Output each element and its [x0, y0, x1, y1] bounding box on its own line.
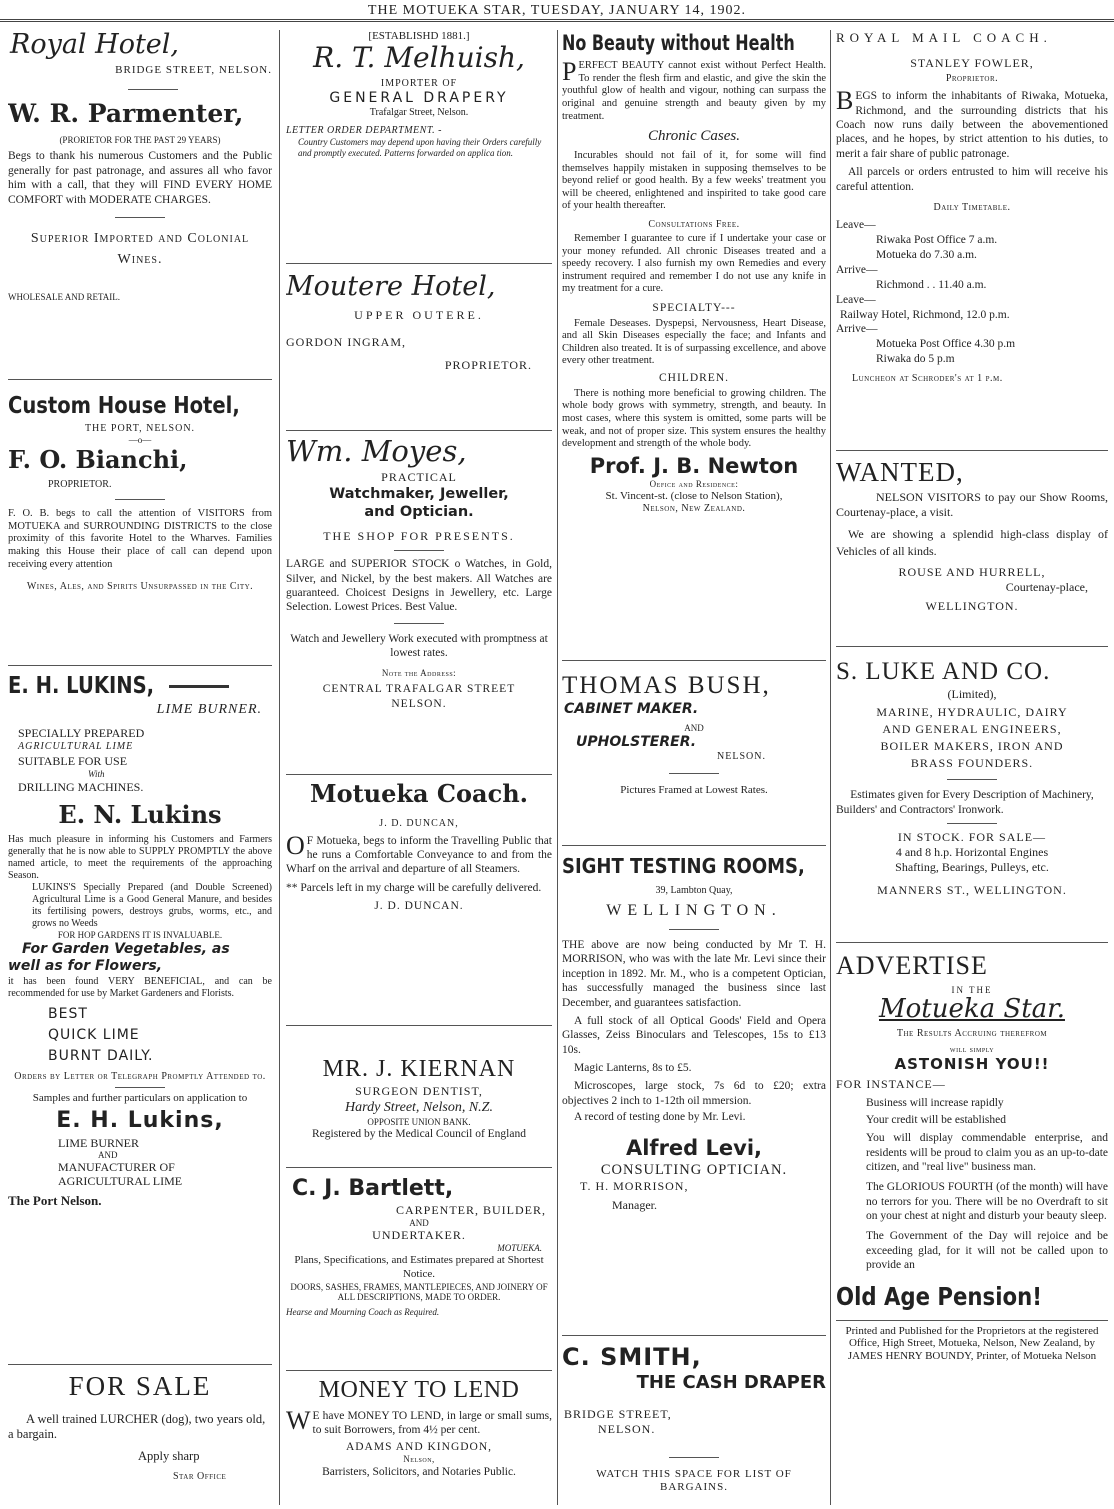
- parmenter-name: W. R. Parmenter,: [8, 98, 244, 128]
- mail-t5: Motueka Post Office 4.30 p.m: [876, 338, 1016, 351]
- melhuish-importer: IMPORTER OF: [380, 77, 458, 89]
- mail-proprietor: Proprietor.: [945, 73, 999, 85]
- levi-mgr: Manager.: [612, 1197, 657, 1212]
- c-smith-ad: [562, 1342, 826, 1502]
- money-place: Nelson,: [403, 1454, 435, 1465]
- mail-name: STANLEY FOWLER,: [910, 56, 1034, 71]
- adv-title: ADVERTISE: [836, 951, 988, 980]
- lukins-best1: BEST: [48, 1005, 88, 1022]
- smith-sub: THE CASH DRAPER: [636, 1372, 826, 1393]
- adv-printed: Printed and Published for the Proprietors at the registered Office, High Street, Motueka, Nelson, New Zealand, by JAMES HENRY BOUNDY, Printer, of Motueka Nelson: [845, 1324, 1099, 1363]
- lukins-line1: SPECIALLY PREPARED: [18, 726, 145, 741]
- lukins-line3: SUITABLE FOR USE: [18, 753, 128, 768]
- newton-city: Nelson, New Zealand.: [642, 503, 746, 515]
- wanted-firm: ROUSE AND HURRELL,: [898, 565, 1046, 580]
- newton-children: CHILDREN.: [658, 372, 729, 385]
- wanted-ad: [836, 456, 1108, 646]
- kiernan-title: MR. J. KIERNAN: [322, 1056, 516, 1082]
- custom-house-place: THE PORT, NELSON.: [84, 422, 196, 434]
- for-sale-office: Star Office: [173, 1470, 227, 1482]
- custom-house-title: Custom House Hotel,: [8, 393, 240, 419]
- adv-will: will simply: [949, 1043, 995, 1054]
- moutere-proprietor: PROPRIETOR.: [444, 357, 532, 372]
- royal-hotel-title: Royal Hotel,: [10, 30, 180, 60]
- mail-title: ROYAL MAIL COACH.: [836, 30, 1052, 45]
- arrow-decoration: [169, 685, 229, 696]
- thomas-bush-ad: [562, 670, 826, 840]
- mail-timetable: Daily Timetable.: [933, 201, 1011, 213]
- column-rule: [557, 30, 558, 1505]
- sight-p5: A record of testing done by Mr. Levi.: [574, 1111, 746, 1124]
- bartlett-hearse: Hearse and Mourning Coach as Required.: [286, 1307, 440, 1318]
- bush-and: AND: [684, 722, 704, 733]
- adv-i2: Your credit will be established: [866, 1113, 1007, 1126]
- levi-trade: CONSULTING OPTICIAN.: [600, 1161, 788, 1178]
- moyes-shop: THE SHOP FOR PRESENTS.: [323, 529, 515, 544]
- royal-hotel-ad: [8, 30, 272, 375]
- newton-street: St. Vincent-st. (close to Nelson Station),: [605, 489, 783, 502]
- mail-parcels: All parcels or orders entrusted to him will receive his careful attention.: [836, 166, 1108, 193]
- for-sale-body: A well trained LURCHER (dog), two years old, a bargain.: [8, 1411, 266, 1442]
- luke-builders: Builders' and Contractors' Ironwork.: [836, 803, 1004, 816]
- luke-title: S. LUKE AND CO.: [836, 658, 1051, 685]
- luke-and-co-ad: [836, 656, 1108, 941]
- lukins-title: E. H. LUKINS,: [8, 673, 155, 699]
- lukins-footer1: LIME BURNER: [58, 1135, 139, 1150]
- royal-hotel-wines: Superior Imported and Colonial Wines.: [30, 230, 250, 267]
- moyes-work: Watch and Jewellery Work executed with promptness at lowest rates.: [290, 632, 548, 660]
- luke-engines: 4 and 8 h.p. Horizontal Engines: [895, 845, 1049, 860]
- adv-i3: You will display commendable enterprise, and residents will be proud to claim you as an up-to-date citizen, and "real live" business man.: [866, 1132, 1108, 1173]
- newton-specialty: SPECIALTY---: [652, 301, 736, 314]
- luke-l2: AND GENERAL ENGINEERS,: [882, 722, 1062, 737]
- moyes-address1: CENTRAL TRAFALGAR STREET: [322, 683, 516, 696]
- luke-street: MANNERS ST., WELLINGTON.: [877, 883, 1067, 898]
- coach-title: Motueka Coach.: [310, 780, 528, 808]
- mail-arrive2: Arrive—: [836, 323, 878, 336]
- moyes-practical: PRACTICAL: [381, 469, 457, 484]
- bartlett-body2: DOORS, SASHES, FRAMES, MANTLEPIECES, AND JOINERY OF ALL DESCRIPTIONS, MADE TO ORDER.: [290, 1281, 548, 1303]
- for-sale-title: FOR SALE: [68, 1371, 212, 1401]
- adv-inthe: IN THE: [951, 984, 993, 995]
- sight-testing-ad: [562, 854, 826, 1334]
- mail-arrive: Arrive—: [836, 263, 878, 276]
- money-trades: Barristers, Solicitors, and Notaries Public.: [322, 1465, 516, 1478]
- moutere-name: GORDON INGRAM,: [286, 334, 407, 349]
- bartlett-body: Plans, Specifications, and Estimates prepared at Shortest Notice.: [294, 1254, 544, 1280]
- moyes-trade2: and Optician.: [364, 504, 474, 521]
- moutere-sub: UPPER OUTERE.: [354, 307, 484, 322]
- adv-i1: Business will increase rapidly: [866, 1097, 1004, 1110]
- newton-specialty-body: Female Deseases. Dyspepsi, Nervousness, Heart Disease, and all Skin Diseases especially the face; and Infants and Children also treated. It is of surpassing excellence, and above every other treatment.: [562, 317, 826, 367]
- kiernan-opp: OPPOSITE UNION BANK.: [367, 1116, 471, 1127]
- newton-consult-body: Remember I guarantee to cure if I undertake your case or your money refunded. All chronic Diseases treated and a speedy recovery. I also furnish my own Remedies and every instrument required and remember I do not use any knife in my treatment for a cure.: [562, 232, 826, 295]
- luke-shafting: Shafting, Bearings, Pulleys, etc.: [895, 860, 1049, 875]
- sight-city: WELLINGTON.: [606, 902, 782, 919]
- coach-sign: J. D. DUNCAN.: [374, 900, 464, 913]
- lukins-body3: it has been found VERY BENEFICIAL, and can be recommended for use by Market Gardeners and Florists.: [8, 975, 272, 999]
- column-4: [836, 30, 1108, 1505]
- melhuish-street: Trafalgar Street, Nelson.: [369, 107, 469, 119]
- wanted-title: WANTED,: [836, 457, 964, 487]
- lukins-best2: QUICK LIME: [48, 1026, 140, 1043]
- bartlett-place: MOTUEKA.: [497, 1243, 542, 1254]
- melhuish-title: R. T. Melhuish,: [313, 41, 525, 75]
- lukins-garden1: For Garden Vegetables, as: [22, 940, 230, 957]
- sight-p3: Magic Lanterns, 8s to £5.: [574, 1062, 692, 1074]
- kiernan-reg: Registered by the Medical Council of England: [312, 1128, 526, 1141]
- royal-hotel-body: Begs to thank his numerous Customers and the Public generally for past patronage, and assures all who favor him with a call, that they will FIND EVERY HOME COMFORT with MODERATE CHARGES.: [8, 150, 272, 206]
- lukins-body: Has much pleasure in informing his Customers and Farmers generally that he is now able to SUPPLY PROMPTLY the above named article, to meet the requirements of the approaching Season.: [8, 834, 272, 882]
- moyes-body: LARGE and SUPERIOR STOCK o Watches, in Gold, Silver, and Nickel, by the best makers. All Watches are guaranteed. Choicest Designs in Jewellery, etc. Large Selection. Lowest Prices. Best Value.: [286, 558, 552, 614]
- motueka-coach-ad: [286, 780, 552, 1020]
- separator: —o—: [128, 434, 152, 445]
- bush-place: NELSON.: [717, 751, 766, 763]
- lukins-best3: BURNT DAILY.: [48, 1047, 154, 1064]
- coach-name: J. D. DUNCAN,: [379, 817, 459, 829]
- lukins-port: The Port Nelson.: [8, 1192, 102, 1208]
- bianchi-proprietor: PROPRIETOR.: [48, 479, 112, 491]
- kiernan-ad: [286, 1054, 552, 1174]
- lukins-line4: With: [88, 768, 105, 779]
- melhuish-letter-body: Country Customers may depend upon having their Orders carefully and promptly executed. Patterns forwarded on applica tion.: [298, 137, 542, 159]
- newton-ad: [562, 30, 826, 655]
- mail-t6: Riwaka do 5 p.m: [876, 353, 955, 366]
- moyes-ad: [286, 436, 552, 772]
- masthead: THE MOTUEKA STAR, TUESDAY, JANUARY 14, 1902.: [0, 0, 1114, 22]
- lukins-body2: LUKINS'S Specially Prepared (and Double Screened) Agricultural Lime is a Good General Manure, and besides its fertilising powers, destroys grubs, worms, etc., and grows no Weeds: [32, 882, 272, 930]
- mail-leave: Leave—: [836, 218, 876, 231]
- moutere-hotel-ad: [286, 268, 552, 428]
- melhuish-est: [ESTABLISHD 1881.]: [368, 30, 470, 42]
- smith-street: BRIDGE STREET,: [564, 1406, 672, 1421]
- lukins-ad: [8, 672, 272, 1362]
- mail-lunch: Luncheon at Schroder's at 1 p.m.: [852, 373, 1003, 385]
- royal-mail-coach-ad: [836, 30, 1108, 445]
- mail-t2: Motueka do 7.30 a.m.: [876, 248, 977, 261]
- custom-house-hotel-ad: [8, 392, 272, 660]
- melhuish-ad: [286, 30, 552, 230]
- moyes-title: Wm. Moyes,: [286, 436, 467, 468]
- sight-p2: A full stock of all Optical Goods' Field and Opera Glasses, Zeiss Binoculars and Telescopes, 15s to £13 10s.: [562, 1014, 826, 1056]
- smith-city: NELSON.: [598, 1421, 656, 1436]
- newton-office: Oefice and Residence:: [649, 479, 739, 490]
- coach-parcels: ** Parcels left in my charge will be carefully delivered.: [286, 881, 542, 894]
- kiernan-street: Hardy Street, Nelson, N.Z.: [345, 1100, 493, 1115]
- lukins-line2: AGRICULTURAL LIME: [18, 741, 134, 753]
- lukins-footer3: MANUFACTURER OF: [58, 1160, 175, 1175]
- wanted-city: WELLINGTON.: [925, 599, 1019, 614]
- adv-paper: Motueka Star.: [879, 994, 1065, 1025]
- column-2: [286, 30, 552, 1505]
- sight-title: SIGHT TESTING ROOMS,: [562, 854, 805, 878]
- sight-street: 39, Lambton Quay,: [655, 885, 733, 896]
- money-title: MONEY TO LEND: [318, 1377, 520, 1403]
- luke-est: Estimates given for Every Description of Machinery,: [850, 789, 1094, 802]
- kiernan-sub: SURGEON DENTIST,: [355, 1084, 483, 1098]
- luke-l3: BOILER MAKERS, IRON AND: [880, 738, 1064, 753]
- lukins-sub: LIME BURNER.: [156, 701, 262, 717]
- mail-t3: Richmond . . 11.40 a.m.: [876, 278, 987, 291]
- coach-body: OF Motueka, begs to inform the Travelling Public that he runs a Comfortable Conveyance to and from the Wharf on the arrival and departure of all Steamers.: [286, 830, 552, 876]
- levi-name: Alfred Levi,: [625, 1135, 763, 1160]
- money-firm: ADAMS AND KINGDON,: [345, 1440, 493, 1453]
- royal-hotel-address: BRIDGE STREET, NELSON.: [115, 63, 272, 76]
- smith-title: C. SMITH,: [562, 1343, 702, 1371]
- column-1: [8, 30, 272, 1505]
- smith-watch: WATCH THIS SPACE FOR LIST OF BARGAINS.: [596, 1467, 792, 1494]
- luke-stock: IN STOCK. FOR SALE—: [897, 830, 1047, 845]
- bush-trade: CABINET MAKER.: [564, 701, 699, 718]
- adv-pension: Old Age Pension!: [836, 1281, 1042, 1311]
- adv-i4: The GLORIOUS FOURTH (of the month) will have no terrors for you. There will be no Overdraft to sit on your chest at night and disturb your beauty sleep.: [866, 1181, 1108, 1223]
- parmenter-years: (PRORIETOR FOR THE PAST 29 YEARS): [59, 134, 221, 145]
- lukins-orders: Orders by Letter or Telegraph Promptly Attended to.: [14, 1070, 266, 1082]
- moyes-note: Note the Address:: [381, 668, 457, 679]
- money-body: WE have MONEY TO LEND, in large or small sums, to suit Borrowers, from 4½ per cent.: [286, 1406, 552, 1437]
- luke-l1: MARINE, HYDRAULIC, DAIRY: [876, 705, 1068, 720]
- mail-leave2: Leave—: [836, 293, 876, 306]
- melhuish-letter: LETTER ORDER DEPARTMENT. -: [286, 125, 442, 137]
- bush-title: THOMAS BUSH,: [562, 672, 771, 699]
- bartlett-and: AND: [409, 1217, 429, 1228]
- money-to-lend-ad: [286, 1375, 552, 1505]
- column-rule: [830, 30, 831, 1505]
- lukins-hop: FOR HOP GARDENS IT IS INVALUABLE.: [57, 930, 223, 941]
- bianchi-name: F. O. Bianchi,: [8, 444, 188, 474]
- lukins-samples: Samples and further particulars on application to: [32, 1091, 248, 1104]
- newspaper-page: [8, 30, 1108, 1505]
- bartlett-under: UNDERTAKER.: [372, 1228, 466, 1243]
- lukins-name2: E. H. Lukins,: [56, 1108, 224, 1134]
- bush-uph: UPHOLSTERER.: [576, 733, 697, 750]
- lukins-name: E. N. Lukins: [58, 799, 222, 829]
- newton-children-body: There is nothing more beneficial to growing children. The whole body grows with symmetry, strength, and beauty. In most cases, where this system is omitted, some parts will be weak, and not of proper size. This system ensures the healthy development and strength of the whole body.: [562, 387, 826, 450]
- moutere-title: Moutere Hotel,: [286, 271, 496, 302]
- column-3: [562, 30, 826, 1505]
- custom-house-wines: Wines, Ales, and Spirits Unsurpassed in the City.: [26, 581, 254, 593]
- adv-astonish: ASTONISH YOU!!: [894, 1054, 1050, 1073]
- newton-chronic: Chronic Cases.: [648, 128, 740, 145]
- luke-l4: BRASS FOUNDERS.: [910, 755, 1034, 770]
- sight-p4: Microscopes, large stock, 7s 6d to £20; extra objectives 2 inch to 1-12th oil mmersion.: [562, 1080, 826, 1107]
- bartlett-ad: [286, 1175, 552, 1370]
- newton-title: No Beauty without Health: [562, 31, 795, 55]
- melhuish-drapery: GENERAL DRAPERY: [329, 89, 509, 106]
- wanted-place: Courtenay-place,: [1005, 580, 1088, 595]
- newton-chronic-body: Incurables should not fail of it, for some will find themselves happily mistaken in supposing themselves to be beyond relief or good health. By a few weeks' treatment you will be cheered, enlightened and inspirited to take good care of your health thereafter.: [562, 149, 826, 212]
- bartlett-title: C. J. Bartlett,: [292, 1176, 454, 1201]
- newton-consult: Consultations Free.: [648, 218, 740, 230]
- mail-body: BEGS to inform the inhabitants of Riwaka, Motueka, Richmond, and the surrounding districts that his Coach now runs daily between the abovementioned places, and he hopes, by strict attention to his duties, to merit a fair share of public patronage.: [836, 86, 1108, 160]
- custom-house-body: F. O. B. begs to call the attention of VISITORS from MOTUEKA and SURROUNDING DISTRICTS to the close proximity of this favorite Hotel to the Wharves. Families making this House their place of call can depend upon receiving every attention: [8, 508, 272, 570]
- royal-hotel-retail: WHOLESALE AND RETAIL.: [8, 291, 121, 302]
- mail-t1: Riwaka Post Office 7 a.m.: [876, 233, 998, 246]
- sight-body: THE above are now being conducted by Mr T. H. MORRISON, who was with the late Mr. Levi since their inception in 1892. Mr. M., who is a competent Optician, has successfully managed the business since last December, and guarantees satisfaction.: [562, 939, 826, 1009]
- levi-manager: T. H. MORRISON,: [580, 1178, 689, 1193]
- moyes-trade1: Watchmaker, Jeweller,: [329, 485, 509, 502]
- for-sale-apply: Apply sharp: [138, 1449, 200, 1463]
- wanted-body2: We are showing a splendid high-class display of Vehicles of all kinds.: [836, 526, 1108, 558]
- newton-name: Prof. J. B. Newton: [589, 453, 799, 478]
- adv-results: The Results Accruing therefrom: [896, 1027, 1048, 1039]
- adv-instance: FOR INSTANCE—: [836, 1077, 946, 1092]
- advertise-ad: [836, 950, 1108, 1505]
- moyes-address2: NELSON.: [391, 697, 447, 710]
- bush-pictures: Pictures Framed at Lowest Rates.: [620, 784, 768, 797]
- lukins-footer4: AGRICULTURAL LIME: [58, 1174, 183, 1189]
- lukins-line5: DRILLING MACHINES.: [18, 779, 144, 794]
- lukins-footer2: AND: [98, 1150, 118, 1161]
- wanted-body: NELSON VISITORS to pay our Show Rooms, Courtenay-place, a visit.: [836, 489, 1108, 519]
- column-rule: [279, 30, 280, 1505]
- bartlett-trade: CARPENTER, BUILDER,: [395, 1202, 546, 1217]
- for-sale-ad: [8, 1370, 272, 1500]
- lukins-garden2: well as for Flowers,: [8, 958, 163, 975]
- newton-body: PERFECT BEAUTY cannot exist without Perfect Health. To render the flesh firm and elastic, and give the skin the youthful glow of health and vigour, nothing can surpass the original and genuine strength and beauty given by my treatment.: [562, 57, 826, 122]
- adv-i5: The Government of the Day will rejoice and be exceeding glad, for it will not be called upon to provide an: [866, 1230, 1108, 1272]
- mail-t4: Railway Hotel, Richmond, 12.0 p.m.: [840, 308, 1010, 321]
- luke-ltd: (Limited),: [947, 687, 997, 702]
